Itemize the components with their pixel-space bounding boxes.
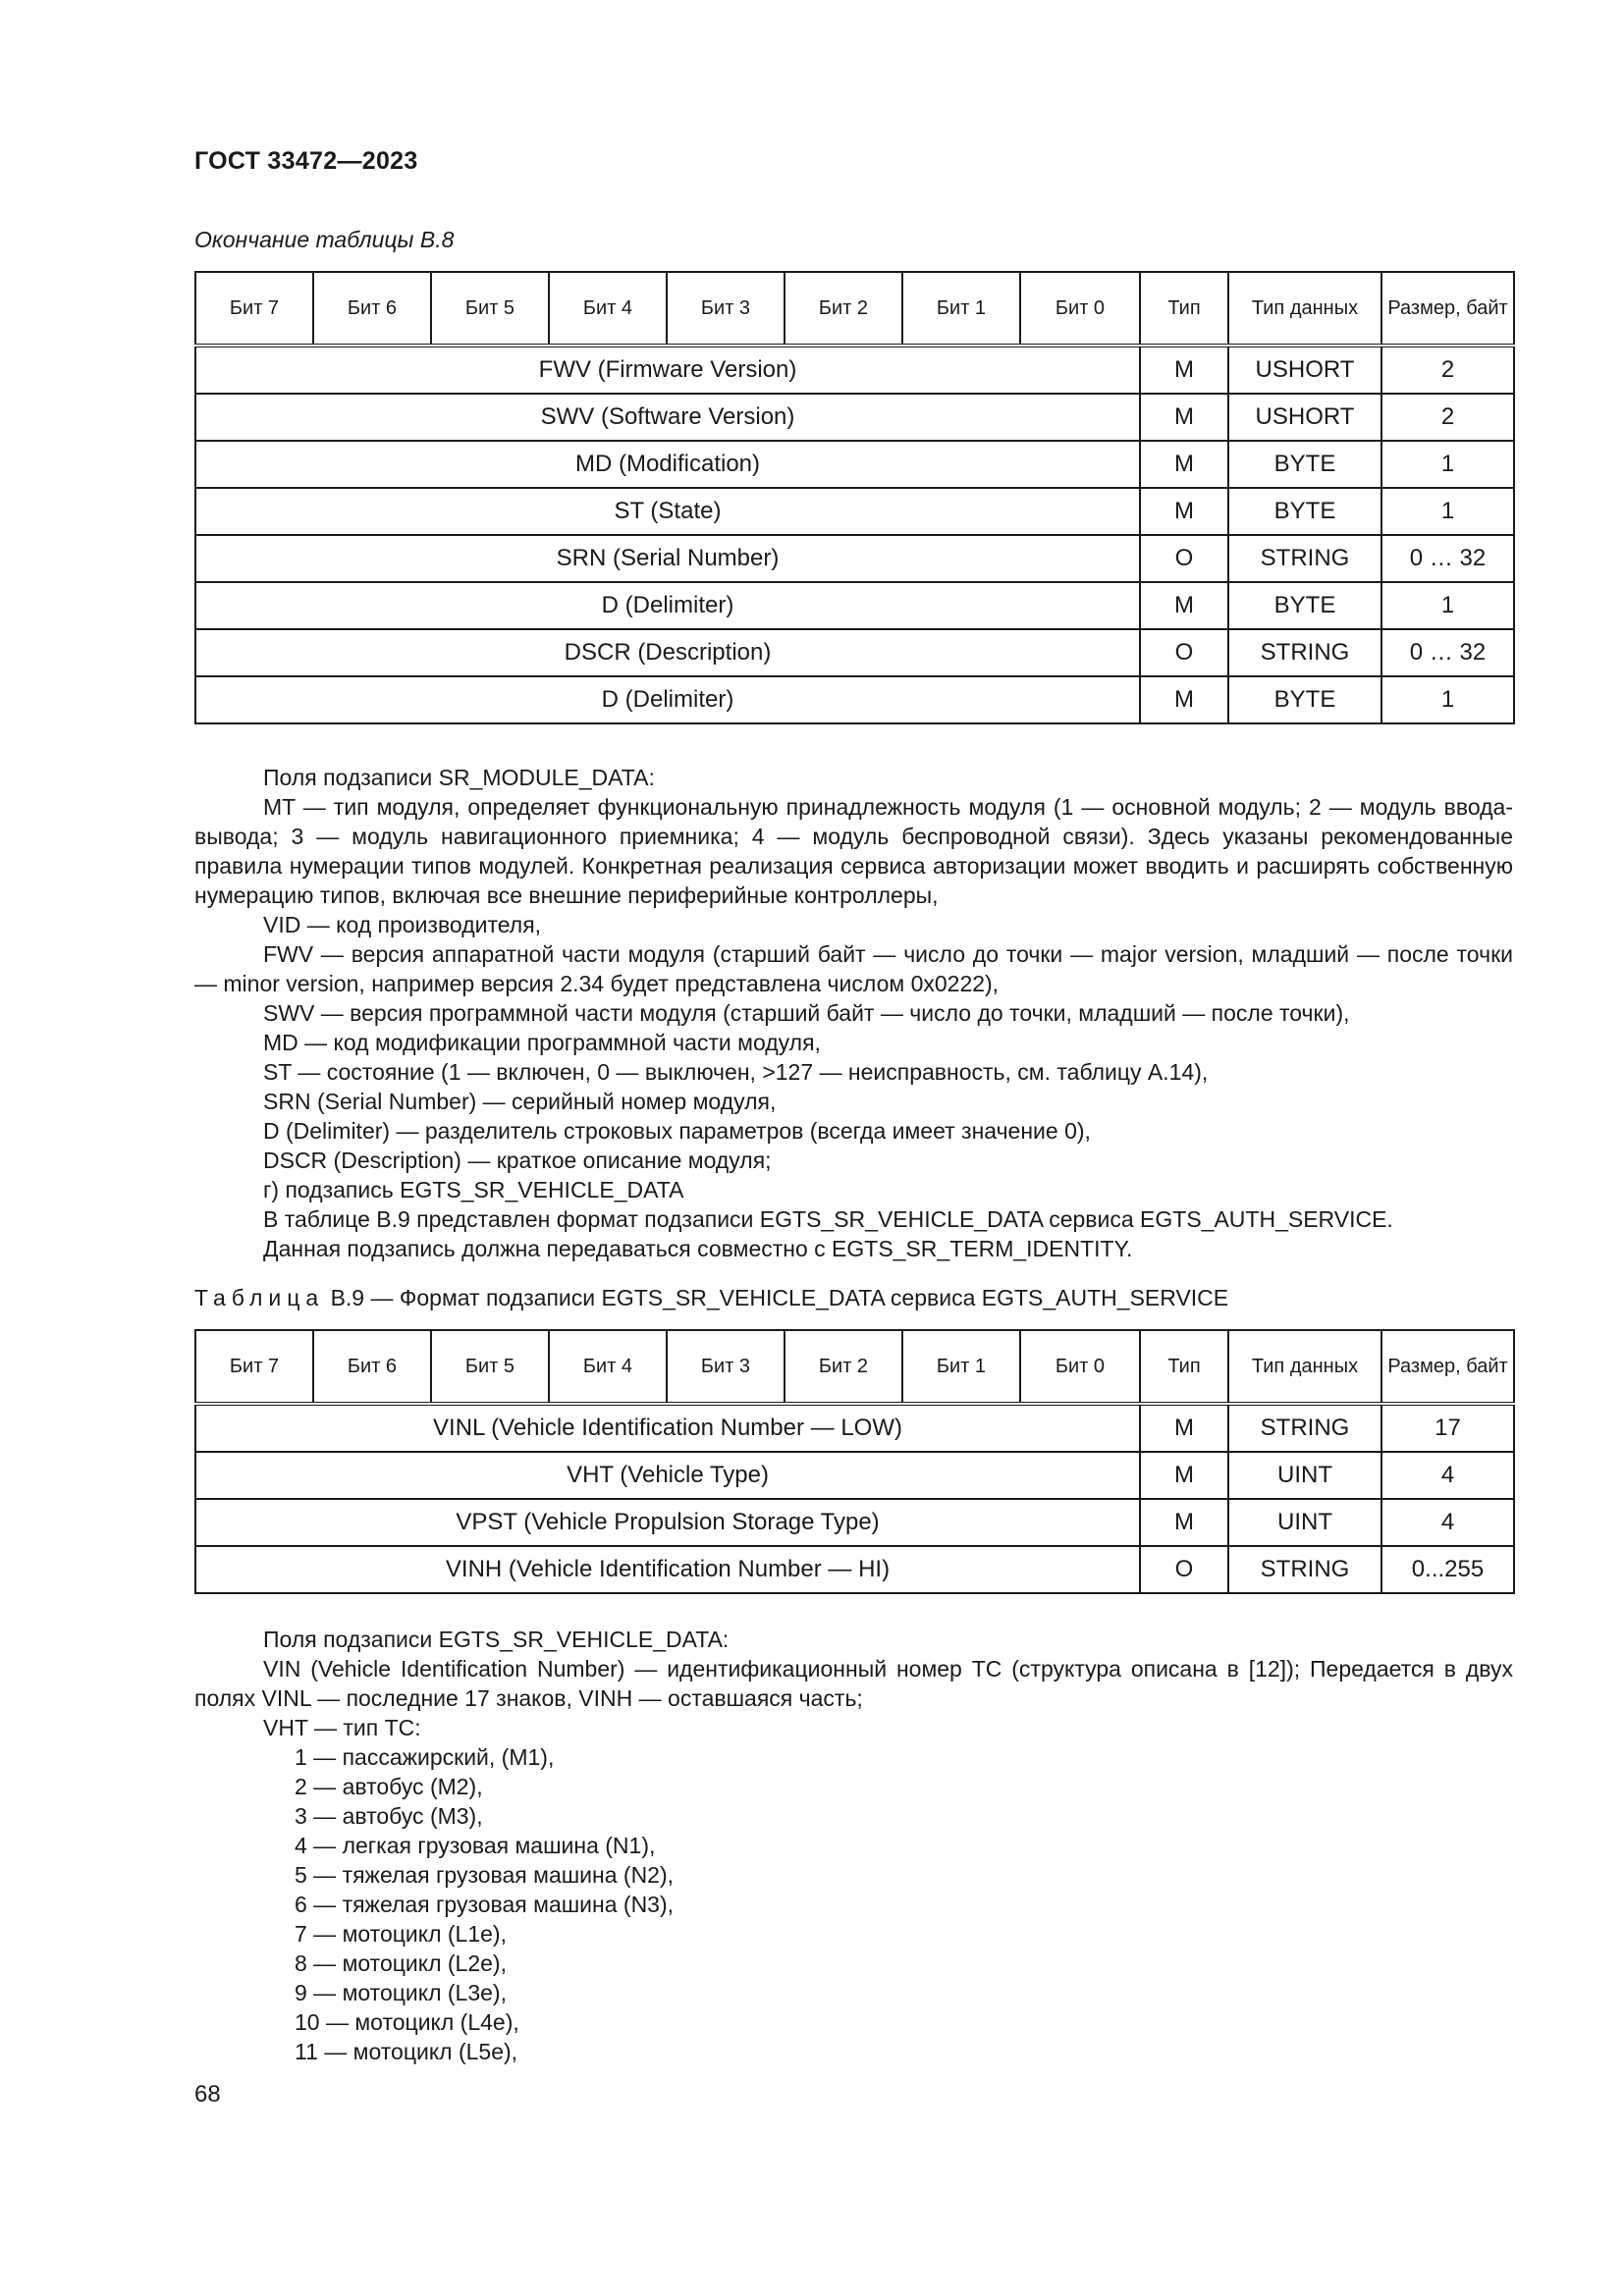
size-cell: 1 [1381,488,1514,535]
type-cell: M [1140,346,1228,394]
column-header: Бит 0 [1020,1330,1140,1404]
paragraph: Поля подзаписи EGTS_SR_VEHICLE_DATA: [263,1627,730,1652]
table-row [195,488,1514,535]
data-type-cell: BYTE [1228,676,1381,723]
column-header: Бит 1 [902,1330,1020,1404]
field-name-cell: SRN (Serial Number) [195,535,1140,582]
list-item: 6 — тяжелая грузовая машина (N3), [295,1892,675,1917]
paragraph: MT — тип модуля, определяет функциональную принадлежность модуля (1 — основной модуль; 2 — модуль ввода-вывода; 3 — модуль навигационного приемника; 4 — модуль беспроводной связи). Здесь указаны рекомендованные правила нумерации типов модулей. Конкретная реализация сервиса авторизации может вводить и расширять собственную нумерацию типов, включая все внешние периферийные контроллеры, [194,794,1513,908]
size-cell: 4 [1381,1452,1514,1499]
field-name-cell: VPST (Vehicle Propulsion Storage Type) [195,1499,1140,1546]
size-cell: 1 [1381,441,1514,488]
table-header-row [195,272,1514,346]
module-data-table [194,271,1515,724]
table-continuation-caption: Окончание таблицы В.8 [194,227,455,252]
size-cell: 4 [1381,1499,1514,1546]
page-number: 68 [194,2081,221,2108]
type-cell: M [1140,394,1228,441]
paragraph: SRN (Serial Number) — серийный номер модуля, [263,1089,777,1114]
size-cell: 0 … 32 [1381,535,1514,582]
column-header: Бит 7 [195,1330,313,1404]
list-item: 3 — автобус (M3), [295,1803,483,1829]
list-item: 7 — мотоцикл (L1e), [295,1921,507,1947]
table-row [195,535,1514,582]
type-cell: M [1140,676,1228,723]
data-type-cell: BYTE [1228,441,1381,488]
column-header: Бит 6 [313,272,431,346]
table-caption [194,1285,1228,1311]
table-row [195,1499,1514,1546]
column-header: Тип данных [1228,272,1381,346]
size-cell: 2 [1381,346,1514,394]
type-cell: M [1140,1452,1228,1499]
column-header: Размер, байт [1381,1330,1514,1404]
field-name-cell: ST (State) [195,488,1140,535]
data-type-cell: STRING [1228,1404,1381,1452]
column-header: Размер, байт [1381,272,1514,346]
type-cell: O [1140,535,1228,582]
data-type-cell: USHORT [1228,346,1381,394]
table-row [195,629,1514,676]
table-caption-prefix: Таблица [194,1285,325,1310]
paragraph: D (Delimiter) — разделитель строковых параметров (всегда имеет значение 0), [263,1118,1091,1144]
column-header: Бит 3 [667,1330,785,1404]
table-row [195,1404,1514,1452]
paragraph: FWV — версия аппаратной части модуля (старший байт — число до точки — major version, младший — после точки — minor version, например версия 2.34 будет представлена числом 0x0222), [194,941,1513,996]
list-item: 9 — мотоцикл (L3e), [295,1980,507,2005]
column-header: Бит 5 [431,272,549,346]
paragraph: DSCR (Description) — краткое описание модуля; [263,1148,772,1173]
size-cell: 0...255 [1381,1546,1514,1593]
paragraph: ST — состояние (1 — включен, 0 — выключен, >127 — неисправность, см. таблицу А.14), [263,1059,1209,1085]
field-name-cell: DSCR (Description) [195,629,1140,676]
size-cell: 1 [1381,676,1514,723]
vehicle-data-description [194,1625,1513,2066]
table-row [195,1452,1514,1499]
data-type-cell: STRING [1228,1546,1381,1593]
list-item: 1 — пассажирский, (M1), [295,1744,555,1770]
table-caption-title: В.9 — Формат подзаписи EGTS_SR_VEHICLE_DATA сервиса EGTS_AUTH_SERVICE [324,1285,1229,1310]
data-type-cell: STRING [1228,629,1381,676]
vehicle-data-table [194,1329,1515,1594]
field-name-cell: VHT (Vehicle Type) [195,1452,1140,1499]
field-name-cell: VINH (Vehicle Identification Number — HI) [195,1546,1140,1593]
table-row [195,1546,1514,1593]
table-row [195,394,1514,441]
paragraph: В таблице В.9 представлен формат подзаписи EGTS_SR_VEHICLE_DATA сервиса EGTS_AUTH_SERVICE. [263,1206,1393,1232]
size-cell: 1 [1381,582,1514,629]
size-cell: 2 [1381,394,1514,441]
field-name-cell: D (Delimiter) [195,582,1140,629]
paragraph: г) подзапись EGTS_SR_VEHICLE_DATA [263,1177,684,1202]
column-header: Бит 7 [195,272,313,346]
size-cell: 0 … 32 [1381,629,1514,676]
column-header: Бит 1 [902,272,1020,346]
module-data-description [194,763,1513,1263]
column-header: Бит 6 [313,1330,431,1404]
list-item: 5 — тяжелая грузовая машина (N2), [295,1862,675,1888]
list-item: 2 — автобус (M2), [295,1774,483,1799]
column-header: Бит 2 [785,272,902,346]
type-cell: M [1140,1499,1228,1546]
data-type-cell: BYTE [1228,488,1381,535]
table-row [195,346,1514,394]
table-header-row [195,1330,1514,1404]
type-cell: M [1140,582,1228,629]
table-row [195,676,1514,723]
data-type-cell: UINT [1228,1499,1381,1546]
column-header: Бит 4 [549,272,667,346]
column-header: Тип [1140,272,1228,346]
column-header: Тип [1140,1330,1228,1404]
type-cell: M [1140,441,1228,488]
column-header: Тип данных [1228,1330,1381,1404]
field-name-cell: FWV (Firmware Version) [195,346,1140,394]
data-type-cell: BYTE [1228,582,1381,629]
column-header: Бит 0 [1020,272,1140,346]
paragraph: VID — код производителя, [263,912,542,937]
type-cell: M [1140,1404,1228,1452]
list-item: 10 — мотоцикл (L4e), [295,2009,519,2035]
field-name-cell: VINL (Vehicle Identification Number — LOW) [195,1404,1140,1452]
paragraph: Данная подзапись должна передаваться совместно с EGTS_SR_TERM_IDENTITY. [263,1236,1133,1261]
column-header: Бит 5 [431,1330,549,1404]
field-name-cell: MD (Modification) [195,441,1140,488]
table-row [195,441,1514,488]
document-code: ГОСТ 33472—2023 [194,147,418,175]
paragraph: MD — код модификации программной части модуля, [263,1030,821,1055]
list-item: 4 — легкая грузовая машина (N1), [295,1833,656,1858]
paragraph: VHT — тип ТС: [263,1715,421,1740]
column-header: Бит 3 [667,272,785,346]
paragraph: SWV — версия программной части модуля (старший байт — число до точки, младший — после точки), [263,1000,1350,1026]
type-cell: O [1140,1546,1228,1593]
data-type-cell: USHORT [1228,394,1381,441]
list-item: 8 — мотоцикл (L2e), [295,1950,507,1976]
paragraph: Поля подзаписи SR_MODULE_DATA: [263,765,655,790]
list-item: 11 — мотоцикл (L5e), [295,2039,518,2064]
field-name-cell: SWV (Software Version) [195,394,1140,441]
column-header: Бит 4 [549,1330,667,1404]
data-type-cell: UINT [1228,1452,1381,1499]
field-name-cell: D (Delimiter) [195,676,1140,723]
data-type-cell: STRING [1228,535,1381,582]
type-cell: O [1140,629,1228,676]
table-row [195,582,1514,629]
size-cell: 17 [1381,1404,1514,1452]
type-cell: M [1140,488,1228,535]
column-header: Бит 2 [785,1330,902,1404]
paragraph: VIN (Vehicle Identification Number) — идентификационный номер ТС (структура описана в [12]); Передается в двух полях VINL — последние 17 знаков, VINH — оставшаяся часть; [194,1656,1513,1711]
